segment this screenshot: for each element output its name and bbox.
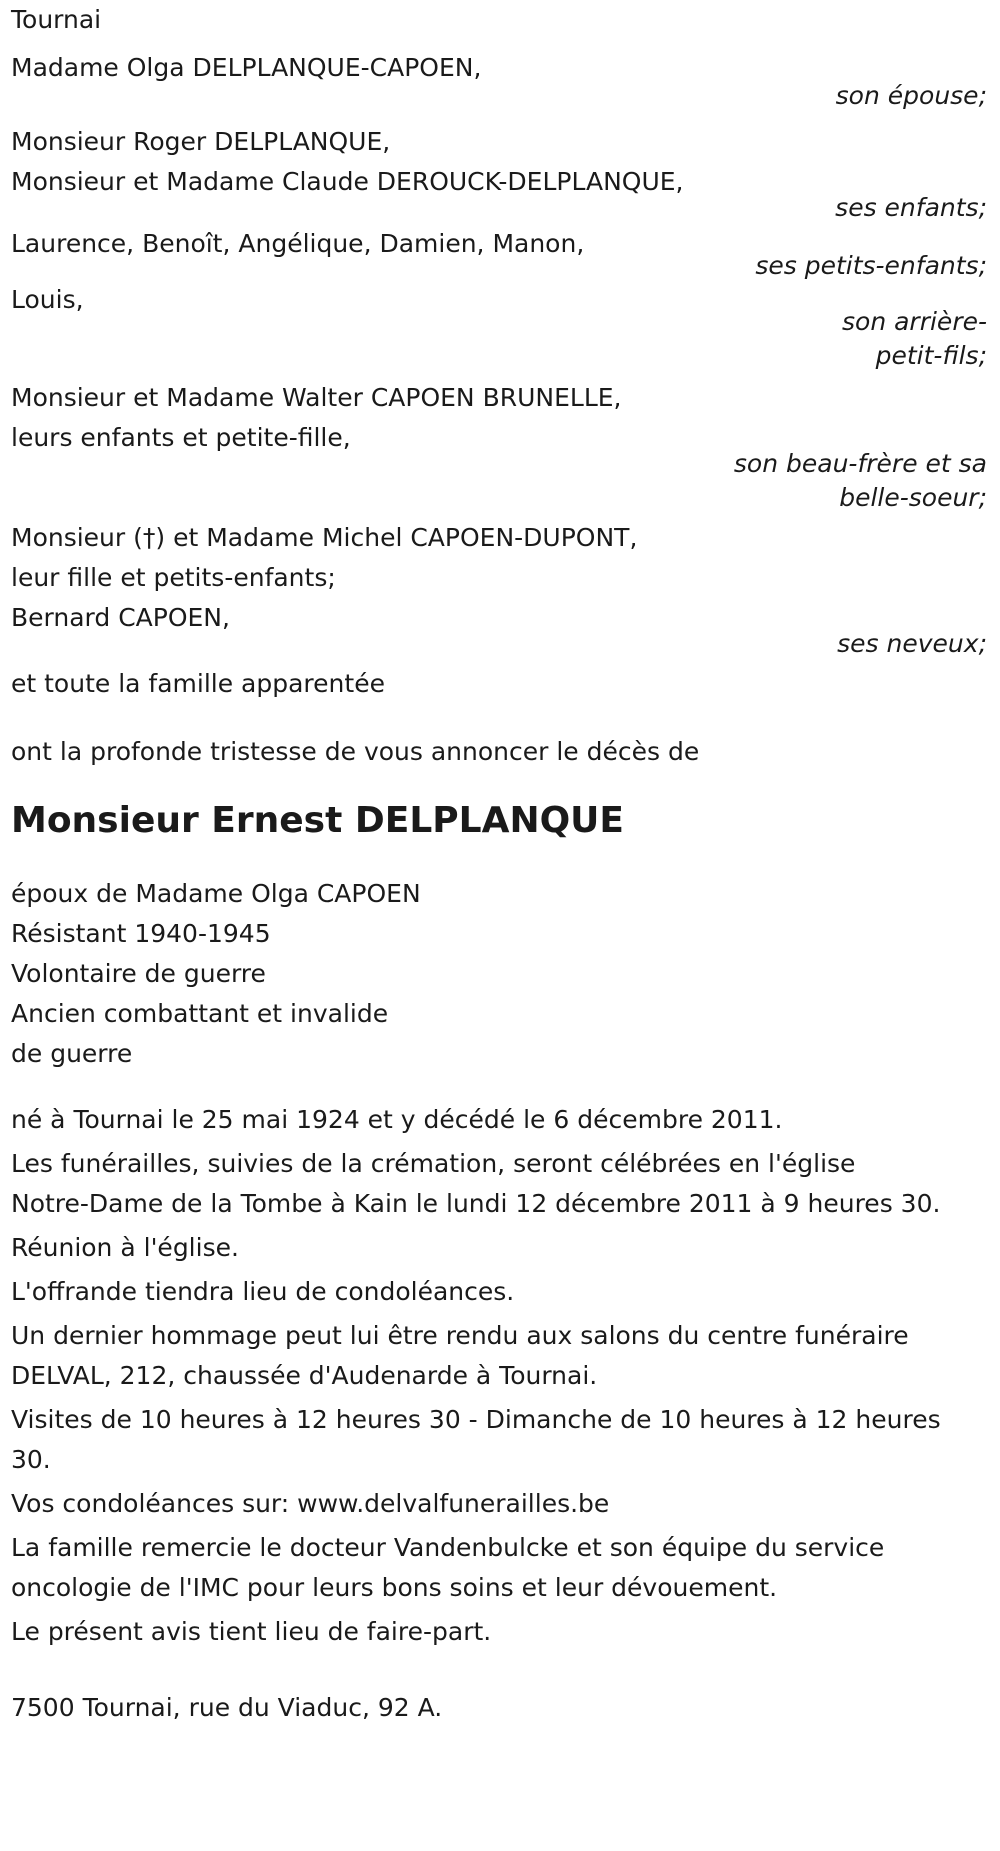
paragraph [11,1484,987,1524]
mourner-name: Monsieur Roger DELPLANQUE, [11,127,391,156]
mourner-role: ses neveux; [837,629,987,658]
address: 7500 Tournai, rue du Viaduc, 92 A. [11,1693,443,1722]
mourner-group [11,48,987,116]
mourner-group [11,122,987,228]
paragraph-line: Vos condoléances sur: www.delvalfunerailles.be [11,1489,610,1518]
mourner-group [11,280,987,376]
mourner-name: leur fille et petits-enfants; [11,563,336,592]
obituary-document [11,0,987,1728]
detail-line: Volontaire de guerre [11,959,266,988]
paragraph [11,1528,987,1608]
paragraph [11,1144,987,1224]
detail-line: Ancien combattant et invalide [11,999,389,1028]
paragraph-line: Un dernier hommage peut lui être rendu aux salons du centre funéraire [11,1321,909,1350]
deceased-details [11,874,987,1074]
mourner-group [11,518,987,664]
paragraph-line: Le présent avis tient lieu de faire-part. [11,1617,492,1646]
detail-line: Résistant 1940-1945 [11,919,271,948]
mourner-role: son arrière- [842,307,987,336]
mourner-name: Bernard CAPOEN, [11,603,230,632]
announcement: ont la profonde tristesse de vous annoncer le décès de [11,737,700,766]
paragraph-line: DELVAL, 212, chaussée d'Audenarde à Tournai. [11,1361,598,1390]
mourner-name: Monsieur (†) et Madame Michel CAPOEN-DUPONT, [11,523,638,552]
detail-line: de guerre [11,1039,133,1068]
mourner-role: son épouse; [835,81,987,110]
mourner-role: petit-fils; [875,341,987,370]
paragraph-line: 30. [11,1445,51,1474]
detail-line: époux de Madame Olga CAPOEN [11,879,421,908]
paragraph [11,1612,987,1652]
mourner-group [11,224,987,286]
paragraph-line: oncologie de l'IMC pour leurs bons soins et leur dévouement. [11,1573,778,1602]
mourner-group [11,378,987,518]
paragraph-line: Les funérailles, suivies de la crémation, seront célébrées en l'église [11,1149,856,1178]
mourner-role: belle-soeur; [839,483,987,512]
mourner-name: Louis, [11,285,84,314]
deceased-name: Monsieur Ernest DELPLANQUE [11,800,625,841]
paragraph [11,1272,987,1312]
birth-death-dates: né à Tournai le 25 mai 1924 et y décédé le 6 décembre 2011. [11,1105,783,1134]
location-header: Tournai [11,5,102,34]
paragraph-line: La famille remercie le docteur Vandenbulcke et son équipe du service [11,1533,885,1562]
mourner-role: ses petits-enfants; [755,251,987,280]
mourner-name: Laurence, Benoît, Angélique, Damien, Manon, [11,229,585,258]
paragraph-line: L'offrande tiendra lieu de condoléances. [11,1277,515,1306]
mourner-role: ses enfants; [835,193,987,222]
mourner-name: Madame Olga DELPLANQUE-CAPOEN, [11,53,482,82]
mourner-role: son beau-frère et sa [733,449,987,478]
mourner-name: Monsieur et Madame Walter CAPOEN BRUNELLE, [11,383,622,412]
family-line: et toute la famille apparentée [11,669,385,698]
paragraph-line: Visites de 10 heures à 12 heures 30 - Dimanche de 10 heures à 12 heures [11,1405,941,1434]
mourner-name: leurs enfants et petite-fille, [11,423,351,452]
paragraph [11,1228,987,1268]
paragraph [11,1400,987,1480]
mourner-name: Monsieur et Madame Claude DEROUCK-DELPLANQUE, [11,167,684,196]
paragraph [11,1316,987,1396]
paragraph-line: Notre-Dame de la Tombe à Kain le lundi 12 décembre 2011 à 9 heures 30. [11,1189,941,1218]
paragraph-line: Réunion à l'église. [11,1233,239,1262]
